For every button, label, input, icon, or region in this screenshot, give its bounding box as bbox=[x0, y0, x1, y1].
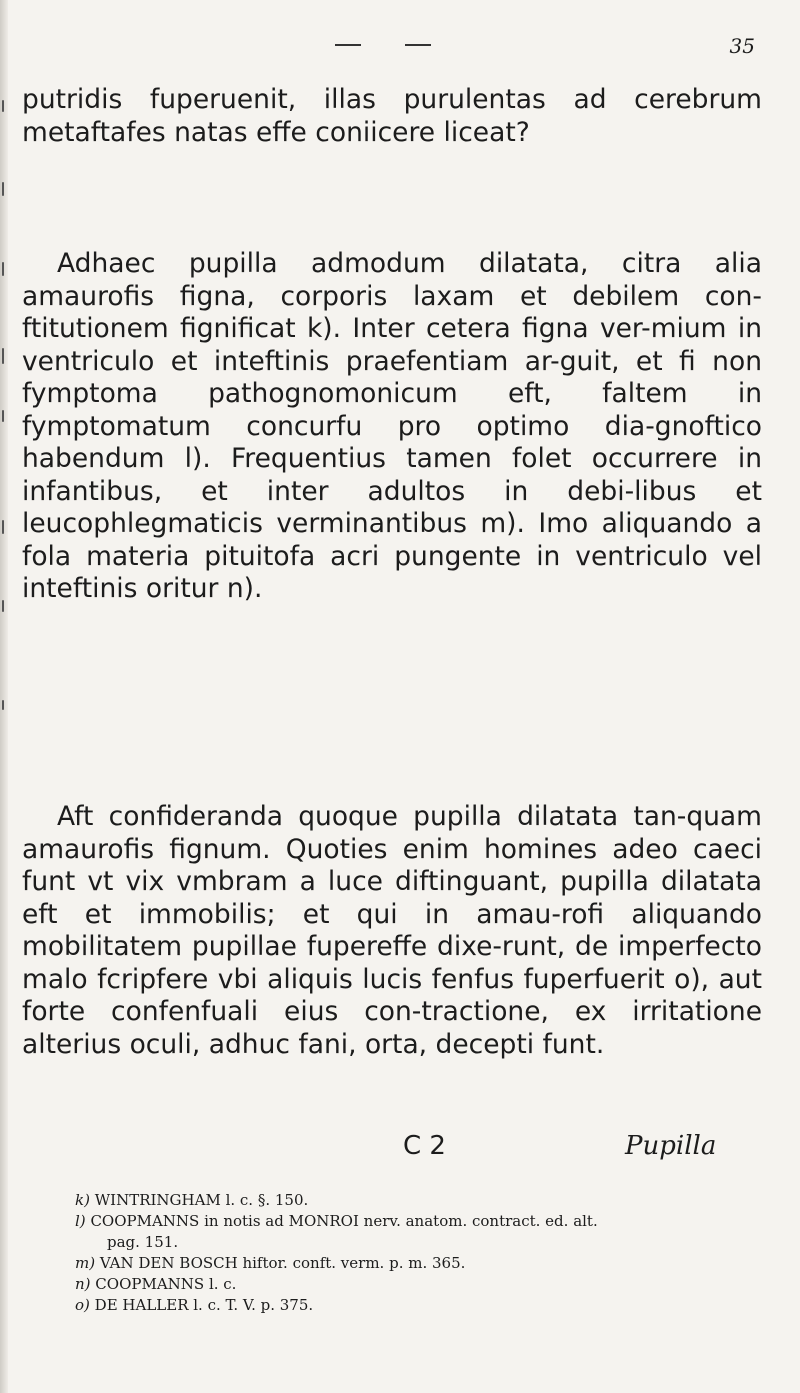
footnote bbox=[75, 1295, 775, 1316]
paragraph-3 bbox=[22, 801, 762, 1061]
paragraph-2 bbox=[22, 248, 762, 606]
footnote bbox=[75, 1253, 775, 1274]
paragraph-1 bbox=[22, 84, 762, 149]
catchline bbox=[0, 1131, 800, 1167]
footnote-mark: o) bbox=[75, 1296, 90, 1314]
signature-mark: C 2 bbox=[403, 1131, 446, 1161]
paragraph-1-text: putridis fuperuenit, illas purulentas ad cerebrum metaftafes natas effe coniicere liceat? bbox=[22, 84, 762, 148]
footnote bbox=[75, 1190, 775, 1211]
footnote-text: pag. 151. bbox=[107, 1233, 179, 1251]
running-header bbox=[335, 34, 755, 64]
footnote bbox=[75, 1274, 775, 1295]
footnote-mark: n) bbox=[75, 1275, 91, 1293]
binding-edge bbox=[0, 0, 8, 1393]
footnote-mark: k) bbox=[75, 1191, 90, 1209]
page-number: 35 bbox=[729, 34, 755, 58]
footnote-mark: m) bbox=[75, 1254, 96, 1272]
footnote-text: COOPMANNS l. c. bbox=[95, 1275, 237, 1293]
header-dash-right bbox=[405, 44, 431, 46]
paragraph-2-text: Adhaec pupilla admodum dilatata, citra alia amaurofis figna, corporis laxam et debilem con-ftitutionem fignificat k). Inter cetera figna ver-mium in ventriculo et inteftinis praefentiam ar-guit, et fi non fymptoma pathognomonicum eft, faltem in fymptomatum concurfu pro optimo dia-gnoftico habendum l). Frequentius tamen folet occurrere in infantibus, et inter adultos in debi-libus et leucophlegmaticis verminantibus m). Imo aliquando a fola materia pituitofa acri pungente in ventriculo vel inteftinis oritur n). bbox=[22, 248, 762, 604]
footnote-text: DE HALLER l. c. T. V. p. 375. bbox=[94, 1296, 314, 1314]
catchword: Pupilla bbox=[625, 1131, 717, 1161]
footnote bbox=[75, 1211, 775, 1232]
footnotes bbox=[75, 1190, 775, 1316]
footnote-text: WINTRINGHAM l. c. §. 150. bbox=[94, 1191, 309, 1209]
footnote-text: VAN DEN BOSCH hiftor. conft. verm. p. m. 365. bbox=[99, 1254, 466, 1272]
footnote-mark: l) bbox=[75, 1212, 86, 1230]
footnote-text: COOPMANNS in notis ad MONROI nerv. anatom. contract. ed. alt. bbox=[90, 1212, 598, 1230]
footnote-continuation bbox=[75, 1232, 775, 1253]
header-dash-left bbox=[335, 44, 361, 46]
paragraph-3-text: Aft confideranda quoque pupilla dilatata tan-quam amaurofis fignum. Quoties enim homines adeo caeci funt vt vix vmbram a luce diftinguant, pupilla dilatata eft et immobilis; et qui in amau-rofi aliquando mobilitatem pupillae fupereffe dixe-runt, de imperfecto malo fcripfere vbi aliquis lucis fenfus fuperfuerit o), aut forte confenfuali eius con-tractione, ex irritatione alterius oculi, adhuc fani, orta, decepti funt. bbox=[22, 801, 762, 1060]
